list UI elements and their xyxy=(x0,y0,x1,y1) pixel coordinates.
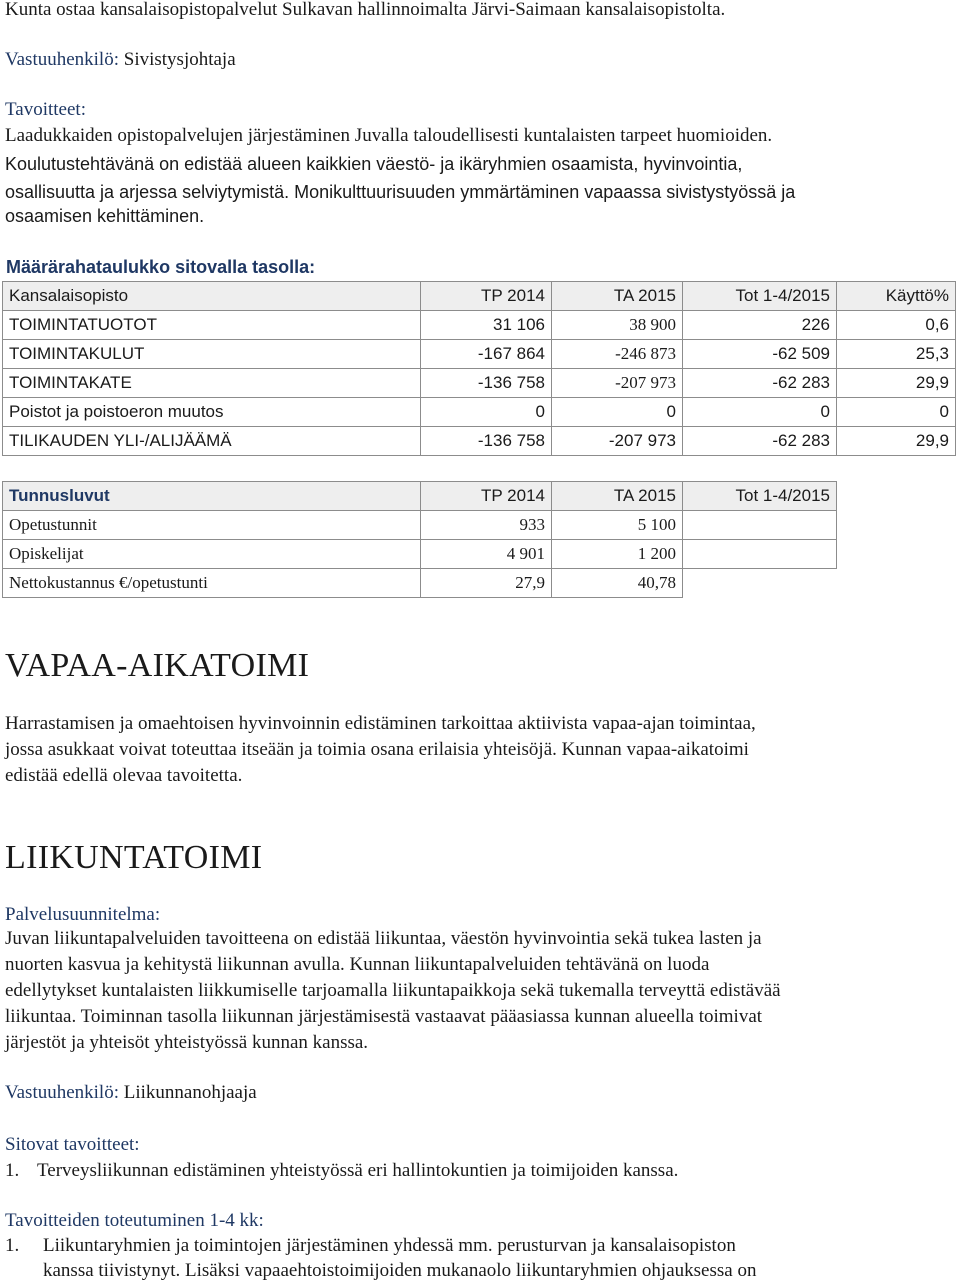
table-cell: 29,9 xyxy=(837,427,956,456)
table-cell xyxy=(683,569,837,598)
table-cell: 38 900 xyxy=(552,311,683,340)
table-cell: -62 283 xyxy=(683,369,837,398)
table-row xyxy=(3,569,837,598)
table-cell: -207 973 xyxy=(552,369,683,398)
table-row xyxy=(3,369,956,398)
table-row xyxy=(3,427,956,456)
table-row xyxy=(3,340,956,369)
budget-table xyxy=(2,281,956,456)
table-cell: 4 901 xyxy=(421,540,552,569)
responsible-label: Vastuuhenkilö: xyxy=(5,49,119,70)
table-cell: Nettokustannus €/opetustunti xyxy=(3,569,421,598)
table-cell: 5 100 xyxy=(552,511,683,540)
table-cell xyxy=(683,540,837,569)
plan-line: edellytykset kuntalaisten liikkumiselle tarjoamalla liikuntapaikkoja sekä tukemalla terveyttä edistävää xyxy=(5,980,781,1001)
goals-label: Tavoitteet: xyxy=(5,99,86,120)
goals-line: Koulutustehtävänä on edistää alueen kaikkien väestö- ja ikäryhmien osaamista, hyvinvointia, xyxy=(5,154,743,174)
table-cell: 933 xyxy=(421,511,552,540)
intro-line: Kunta ostaa kansalaisopistopalvelut Sulkavan hallinnoimalta Järvi-Saimaan kansalaisopistolta. xyxy=(5,0,726,20)
table-cell: 25,3 xyxy=(837,340,956,369)
kpi-header-cell: TP 2014 xyxy=(421,482,552,511)
table-cell: 0 xyxy=(552,398,683,427)
table-cell: TILIKAUDEN YLI-/ALIJÄÄMÄ xyxy=(3,427,421,456)
table-cell: -136 758 xyxy=(421,369,552,398)
section-heading-vapaa: VAPAA-AIKATOIMI xyxy=(5,647,310,684)
kpi-header-cell: Tunnusluvut xyxy=(3,482,421,511)
table-cell: 1 200 xyxy=(552,540,683,569)
table-cell: 27,9 xyxy=(421,569,552,598)
vapaa-line: jossa asukkaat voivat toteuttaa itseään ja toimia osana erilaisia yhteisöjä. Kunnan vapaa-aikatoimi xyxy=(5,739,749,760)
list-item-number: 1. xyxy=(5,1160,20,1181)
section-heading-liikunta: LIIKUNTATOIMI xyxy=(5,839,263,876)
table-cell: 31 106 xyxy=(421,311,552,340)
table-cell: Opetustunnit xyxy=(3,511,421,540)
kpi-table xyxy=(2,481,837,598)
list-item: Liikuntaryhmien ja toimintojen järjestäminen yhdessä mm. perusturvan ja kansalaisopiston xyxy=(43,1235,736,1256)
table-cell: 0,6 xyxy=(837,311,956,340)
table-row xyxy=(3,398,956,427)
vapaa-line: edistää edellä olevaa tavoitetta. xyxy=(5,765,243,786)
table-cell: TOIMINTAKATE xyxy=(3,369,421,398)
table-row xyxy=(3,311,956,340)
table-cell: 0 xyxy=(421,398,552,427)
budget-header-cell: Tot 1-4/2015 xyxy=(683,282,837,311)
table-cell: Poistot ja poistoeron muutos xyxy=(3,398,421,427)
responsible-value: Sivistysjohtaja xyxy=(119,49,236,70)
kpi-header-cell: Tot 1-4/2015 xyxy=(683,482,837,511)
kpi-header-cell: TA 2015 xyxy=(552,482,683,511)
budget-header-cell: Kansalaisopisto xyxy=(3,282,421,311)
table-cell: -62 509 xyxy=(683,340,837,369)
plan-line: Juvan liikuntapalveluiden tavoitteena on edistää liikuntaa, väestön hyvinvointia sekä tukea lasten ja xyxy=(5,928,762,949)
table-row xyxy=(3,511,837,540)
table-cell: 0 xyxy=(683,398,837,427)
vapaa-line: Harrastamisen ja omaehtoisen hyvinvoinnin edistäminen tarkoittaa aktiivista vapaa-ajan toimintaa, xyxy=(5,713,756,734)
goals-line: osaamisen kehittäminen. xyxy=(5,206,205,226)
list-item: Terveysliikunnan edistäminen yhteistyössä eri hallintokuntien ja toimijoiden kanssa. xyxy=(37,1160,679,1181)
table-cell: -167 864 xyxy=(421,340,552,369)
liikunta-responsible xyxy=(5,1081,257,1105)
table-cell xyxy=(683,511,837,540)
list-item: kanssa tiivistynyt. Lisäksi vapaaehtoistoimijoiden mukanaolo liikuntaryhmien ohjauksessa on xyxy=(43,1260,757,1281)
goals-line: Laadukkaiden opistopalvelujen järjestäminen Juvalla taloudellisesti kuntalaisten tarpeet huomioiden. xyxy=(5,125,773,146)
binding-goals-label: Sitovat tavoitteet: xyxy=(5,1134,140,1155)
table-cell: -62 283 xyxy=(683,427,837,456)
plan-line: nuorten kasvua ja kehitystä liikunnan avulla. Kunnan liikuntapalveluiden tehtävänä on luoda xyxy=(5,954,710,975)
table-cell: 226 xyxy=(683,311,837,340)
budget-header-cell: Käyttö% xyxy=(837,282,956,311)
budget-header-row xyxy=(3,282,956,311)
table-cell: -136 758 xyxy=(421,427,552,456)
budget-header-cell: TP 2014 xyxy=(421,282,552,311)
table-cell: TOIMINTATUOTOT xyxy=(3,311,421,340)
plan-label: Palvelusuunnitelma: xyxy=(5,904,161,925)
table-cell: 29,9 xyxy=(837,369,956,398)
budget-header-cell: TA 2015 xyxy=(552,282,683,311)
plan-line: järjestöt ja yhteisöt yhteistyössä kunnan kanssa. xyxy=(5,1032,369,1053)
responsible-label: Vastuuhenkilö: xyxy=(5,1082,119,1103)
budget-table-title: Määrärahataulukko sitovalla tasolla: xyxy=(6,257,316,277)
goals-line: osallisuutta ja arjessa selviytymistä. Monikulttuurisuuden ymmärtäminen vapaassa sivistystyössä ja xyxy=(5,182,796,202)
table-cell: -246 873 xyxy=(552,340,683,369)
table-cell: TOIMINTAKULUT xyxy=(3,340,421,369)
table-row xyxy=(3,540,837,569)
list-item-number: 1. xyxy=(5,1235,20,1256)
responsible-value: Liikunnanohjaaja xyxy=(119,1082,257,1103)
table-cell: 0 xyxy=(837,398,956,427)
plan-line: liikuntaa. Toiminnan tasolla liikunnan järjestämisestä vastaavat pääasiassa kunnan alueella toimivat xyxy=(5,1006,763,1027)
realization-label: Tavoitteiden toteutuminen 1-4 kk: xyxy=(5,1210,264,1231)
kpi-header-row xyxy=(3,482,837,511)
table-cell: -207 973 xyxy=(552,427,683,456)
table-cell: Opiskelijat xyxy=(3,540,421,569)
table-cell: 40,78 xyxy=(552,569,683,598)
responsible-person xyxy=(5,48,236,72)
